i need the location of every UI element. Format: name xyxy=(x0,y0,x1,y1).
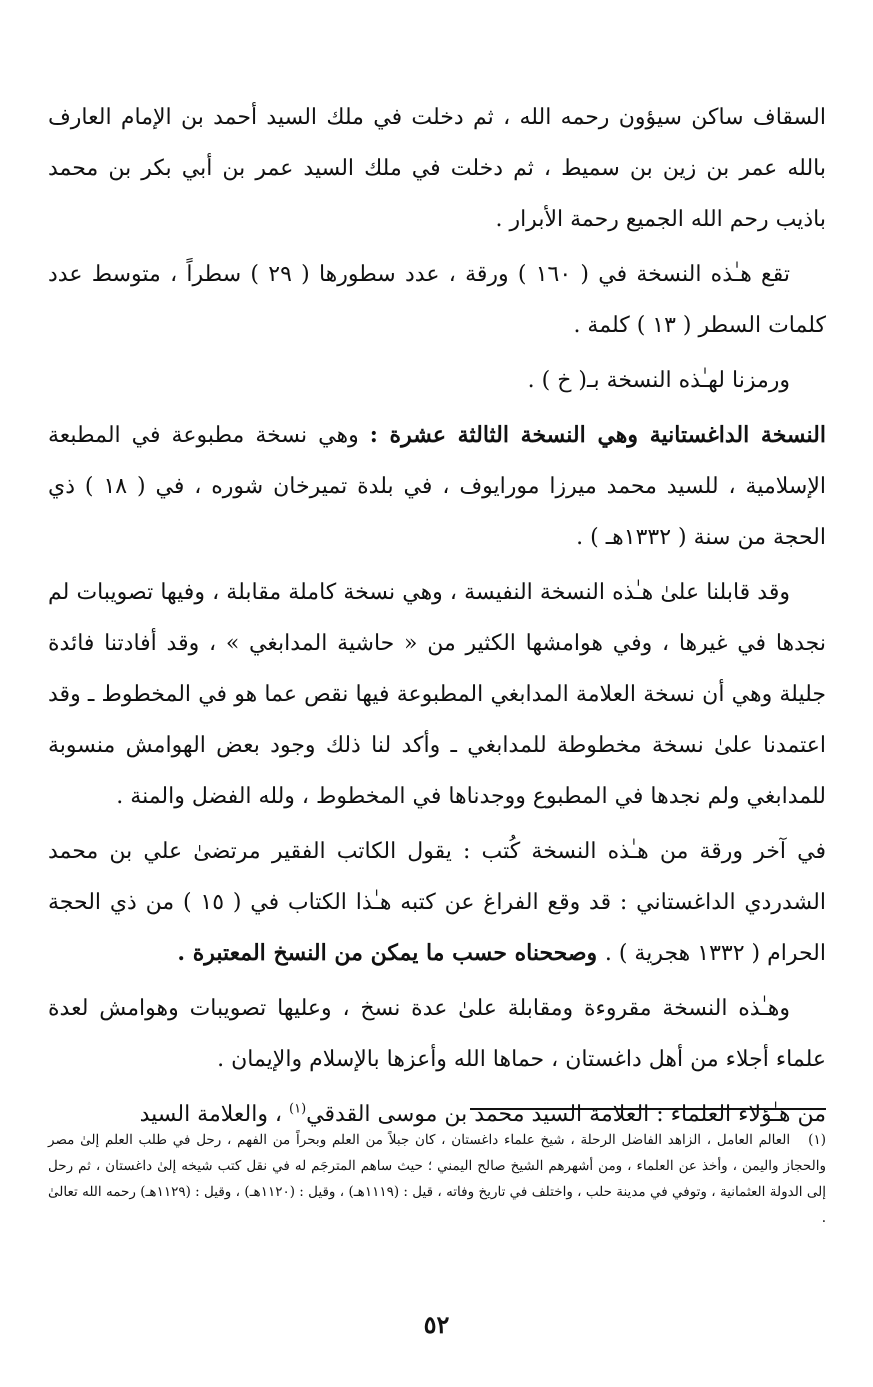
paragraph-1 xyxy=(48,92,826,245)
footnote-number: (١) xyxy=(808,1132,826,1148)
paragraph-text: وهي نسخة مطبوعة في المطبعة الإسلامية ، للسيد محمد ميرزا مورايوف ، في بلدة تميرخان شوره ، في ( ١٨ ) ذي الحجة من سنة ( ١٣٣٢هـ ) . xyxy=(48,423,826,550)
paragraph-4 xyxy=(48,410,826,563)
paragraph-tail: ، والعلامة السيد xyxy=(139,1102,290,1127)
main-text xyxy=(48,92,826,1144)
footnote-text: العالم العامل ، الزاهد الفاضل الرحلة ، شيخ علماء داغستان ، كان جبلاً من العلم وبحراً من الفهم ، رحل في طلب العلم إلىٰ مصر والحجاز واليمن ، وأخذ عن العلماء ، ومن أشهرهم الشيخ صالح اليمني ؛ حيث ساهم المترجَم له في نقل كتب شيخه إلىٰ داغستان ، ثم رحل إلى الدولة العثمانية ، وتوفي في مدينة حلب ، واختلف في تاريخ وفاته ، قيل : (١١١٩هـ) ، وقيل : (١١٢٠هـ) ، وقيل : (١١٢٩هـ) رحمه الله تعالىٰ . xyxy=(48,1132,827,1226)
paragraph-text: ورمزنا لهـٰذه النسخة بـ( خ ) . xyxy=(527,368,790,393)
paragraph-6 xyxy=(48,826,826,979)
paragraph-2 xyxy=(48,249,826,351)
paragraph-7 xyxy=(48,983,826,1085)
paragraph-text: من هـٰؤلاء العلماء : العلامة السيد محمد بن موسى القدقي xyxy=(306,1102,826,1127)
paragraph-text: وهـٰذه النسخة مقروءة ومقابلة علىٰ عدة نسخ ، وعليها تصويبات وهوامش لعدة علماء أجلاء من أهل داغستان ، حماها الله وأعزها بالإسلام والإيمان . xyxy=(48,996,826,1072)
paragraph-text: في آخر ورقة من هـٰذه النسخة كُتب : يقول الكاتب الفقير مرتضىٰ علي بن محمد الشدردي الداغستاني : قد وقع الفراغ عن كتبه هـٰذا الكتاب في ( ١٥ ) من ذي الحجة الحرام ( ١٣٣٢ هجرية ) . xyxy=(48,839,827,966)
page-number: ٥٢ xyxy=(423,1310,450,1339)
paragraph-text: تقع هـٰذه النسخة في ( ١٦٠ ) ورقة ، عدد سطورها ( ٢٩ ) سطراً ، متوسط عدد كلمات السطر ( ١٣ ) كلمة . xyxy=(48,262,826,338)
paragraph-text: وقد قابلنا علىٰ هـٰذه النسخة النفيسة ، وهي نسخة كاملة مقابلة ، وفيها تصويبات لم نجدها في غيرها ، وفي هوامشها الكثير من « حاشية المدابغي » ، وقد أفادتنا فائدة جليلة وهي أن نسخة العلامة المدابغي المطبوعة فيها نقص عما هو في المخطوط ـ وقد اعتمدنا علىٰ نسخة مخطوطة للمدابغي ـ وأكد لنا ذلك وجود بعض الهوامش منسوبة للمدابغي ولم نجدها في المطبوع ووجدناها في المخطوط ، ولله الفضل والمنة . xyxy=(48,580,826,809)
paragraph-text: السقاف ساكن سيؤون رحمه الله ، ثم دخلت في ملك السيد أحمد بن الإمام العارف بالله عمر بن زين بن سميط ، ثم دخلت في ملك السيد عمر بن أبي بكر بن محمد باذيب رحم الله الجميع رحمة الأبرار . xyxy=(48,105,826,232)
paragraph-3 xyxy=(48,355,826,406)
footnote xyxy=(48,1127,826,1231)
section-heading: النسخة الداغستانية وهي النسخة الثالثة عشرة : xyxy=(369,422,826,448)
bold-sentence: وصححناه حسب ما يمكن من النسخ المعتبرة . xyxy=(177,940,605,966)
paragraph-5 xyxy=(48,567,826,822)
footnote-reference[interactable]: (١) xyxy=(289,1101,307,1117)
footnote-divider xyxy=(470,1108,826,1110)
